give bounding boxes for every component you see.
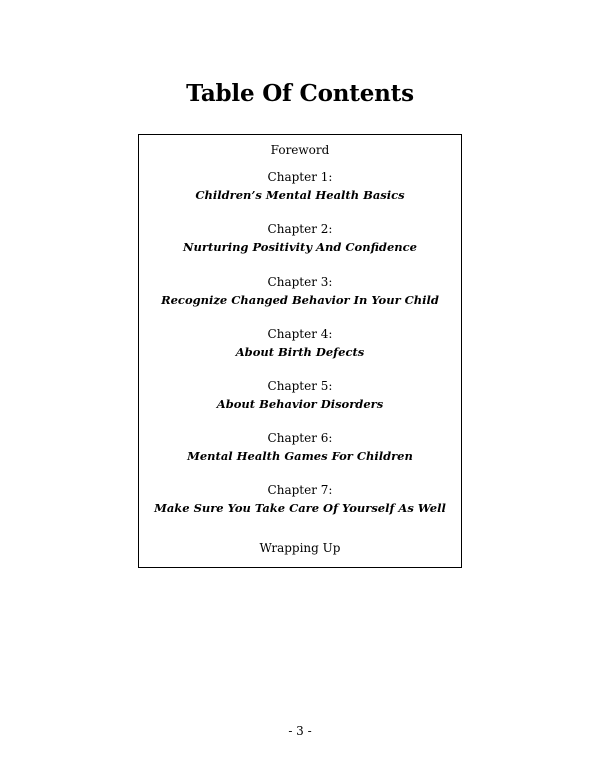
chapter-title: Make Sure You Take Care Of Yourself As Well (154, 501, 446, 515)
chapter-title: Mental Health Games For Children (187, 449, 413, 463)
chapter-number: Chapter 2: (267, 222, 333, 236)
chapter-number: Chapter 4: (267, 327, 333, 341)
chapter-title: About Birth Defects (235, 345, 365, 359)
chapter-number: Chapter 6: (267, 431, 333, 445)
page-number: - 3 - (288, 724, 312, 738)
chapter-title: Children’s Mental Health Basics (195, 188, 405, 202)
page-title: Table Of Contents (186, 80, 414, 107)
chapter-title: About Behavior Disorders (216, 397, 384, 411)
toc-item-chapter-5[interactable] (139, 378, 461, 412)
toc-item-foreword[interactable]: Foreword (270, 143, 330, 157)
chapter-number: Chapter 3: (267, 275, 333, 289)
chapter-number: Chapter 1: (267, 170, 333, 184)
toc-item-wrapping-up[interactable]: Wrapping Up (259, 541, 341, 555)
toc-item-chapter-3[interactable] (139, 274, 461, 308)
chapter-number: Chapter 7: (267, 483, 333, 497)
toc-item-chapter-1[interactable] (139, 169, 461, 203)
chapter-title: Recognize Changed Behavior In Your Child (161, 293, 439, 307)
toc-item-chapter-4[interactable] (139, 326, 461, 360)
toc-item-chapter-6[interactable] (139, 430, 461, 464)
toc-item-chapter-7[interactable] (139, 482, 461, 516)
table-of-contents-box (138, 134, 462, 568)
toc-item-chapter-2[interactable] (139, 221, 461, 255)
chapter-number: Chapter 5: (267, 379, 333, 393)
chapter-title: Nurturing Positivity And Confidence (183, 240, 417, 254)
